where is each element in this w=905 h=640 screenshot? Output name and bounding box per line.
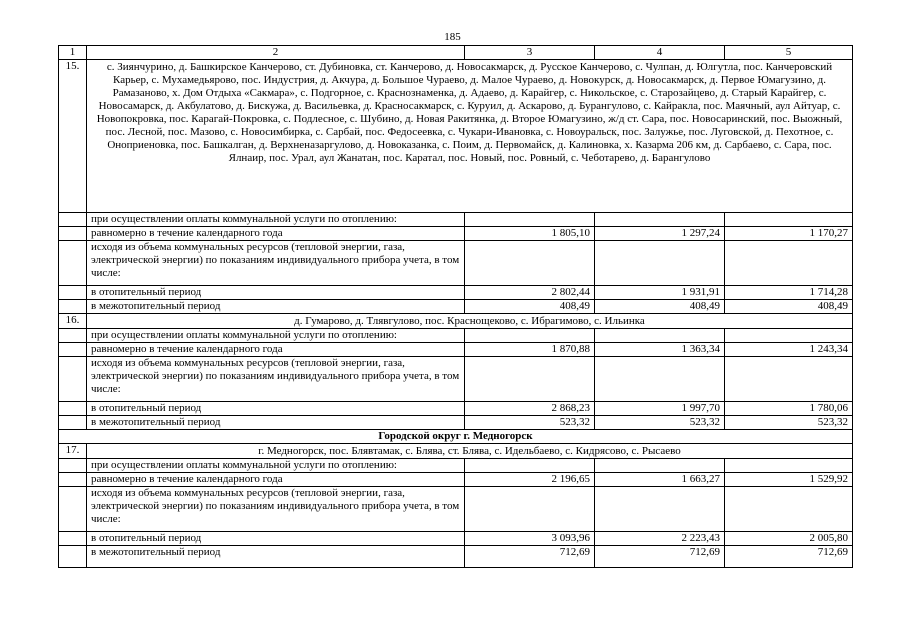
header-col-5: 5 <box>725 46 853 60</box>
row-number: 16. <box>59 314 87 329</box>
table-row <box>59 213 853 227</box>
value-cell: 1 931,91 <box>595 286 725 300</box>
heating-payment-label: при осуществлении оплаты коммунальной услуги по отоплению: <box>87 329 465 343</box>
off-season-label: в межотопительный период <box>87 546 465 568</box>
row-number: 17. <box>59 444 87 459</box>
table-row <box>59 357 853 402</box>
heating-period-label: в отопительный период <box>87 402 465 416</box>
value-cell: 712,69 <box>725 546 853 568</box>
table-row <box>59 459 853 473</box>
heating-period-label: в отопительный период <box>87 532 465 546</box>
heating-payment-label: при осуществлении оплаты коммунальной услуги по отоплению: <box>87 459 465 473</box>
table-row <box>59 487 853 532</box>
table-row <box>59 532 853 546</box>
value-cell: 1 663,27 <box>595 473 725 487</box>
settlements-list: д. Гумарово, д. Тлявгулово, пос. Краснощеково, с. Ибрагимово, с. Ильинка <box>87 314 853 329</box>
table-row <box>59 343 853 357</box>
value-cell: 1 297,24 <box>595 227 725 241</box>
header-col-3: 3 <box>465 46 595 60</box>
table-row <box>59 300 853 314</box>
page-number: 185 <box>444 31 461 43</box>
value-cell: 712,69 <box>465 546 595 568</box>
table-row <box>59 416 853 430</box>
value-cell: 1 170,27 <box>725 227 853 241</box>
heating-period-label: в отопительный период <box>87 286 465 300</box>
settlements-list: с. Зиянчурино, д. Башкирское Канчерово, ст. Дубиновка, ст. Канчерово, д. Новосакмарск, д. Русское Канчерово, с. Чулпан, д. Юлгутла, пос. Канчеровский Карьер, с. Мухамедьярово, пос. Индустрия, д. Акчура, д. Большое Чураево, д. Малое Чураево, д. Новокурск, д. Новосакмарск, д. Первое Юмагузино, д. Рамазаново, х. Дом Отдыха «Сакмара», с. Подгорное, с. Краснознаменка, д. Адаево, д. Карайгер, с. Никольское, с. Старозайцево, д. Старый Карайгер, с. Новосамарск, д. Акбулатово, д. Бискужа, д. Васильевка, д. Красносакмарск, с. Куруил, д. Аскарово, д. Бурангулово, с. Кайракла, пос. Маячный, аул Айтуар, с. Новопокровка, пос. Карагай-Покровка, с. Подлесное, с. Шубино, д. Новая Ракитянка, д. Второе Юмагузино, ж/д ст. Сара, пос. Новосаринский, пос. Выожный, пос. Лесной, пос. Мазово, с. Новосимбирка, с. Сарбай, пос. Федосеевка, с. Чукари-Ивановка, с. Новоуральск, пос. Залужье, пос. Луговской, д. Пехотное, с. Оноприеновка, пос. Башкалган, д. Верхненазаргулово, д. Новоказанка, с. Поим, д. Первомайск, д. Калиновка, х. Казарма 206 км, д. Сарбаево, с. Сара, пос. Ялнаир, пос. Урал, аул Жанатан, пос. Каратал, пос. Новый, пос. Ровный, с. Чеботарево, д. Барангулово <box>87 60 853 213</box>
value-cell: 1 363,34 <box>595 343 725 357</box>
header-col-4: 4 <box>595 46 725 60</box>
by-meter-label: исходя из объема коммунальных ресурсов (тепловой энергии, газа, электрической энергии) по показаниям индивидуального прибора учета, в том числе: <box>87 357 465 402</box>
table-row-17-settlements <box>59 444 853 459</box>
uniform-label: равномерно в течение календарного года <box>87 343 465 357</box>
header-row <box>59 46 853 60</box>
value-cell: 1 805,10 <box>465 227 595 241</box>
table-row <box>59 286 853 300</box>
heating-payment-label: при осуществлении оплаты коммунальной услуги по отоплению: <box>87 213 465 227</box>
table-row <box>59 473 853 487</box>
table-row <box>59 329 853 343</box>
uniform-label: равномерно в течение календарного года <box>87 227 465 241</box>
by-meter-label: исходя из объема коммунальных ресурсов (тепловой энергии, газа, электрической энергии) по показаниям индивидуального прибора учета, в том числе: <box>87 487 465 532</box>
section-title: Городской округ г. Медногорск <box>59 430 853 444</box>
header-col-1: 1 <box>59 46 87 60</box>
value-cell: 523,32 <box>465 416 595 430</box>
value-cell: 2 196,65 <box>465 473 595 487</box>
value-cell: 1 243,34 <box>725 343 853 357</box>
value-cell: 408,49 <box>595 300 725 314</box>
row-number: 15. <box>59 60 87 213</box>
settlements-list: г. Медногорск, пос. Блявтамак, с. Блява, ст. Блява, с. Идельбаево, с. Кидрясово, с. Рысаево <box>87 444 853 459</box>
value-cell: 712,69 <box>595 546 725 568</box>
table-row <box>59 241 853 286</box>
value-cell: 1 780,06 <box>725 402 853 416</box>
value-cell: 2 868,23 <box>465 402 595 416</box>
table-row-16-settlements <box>59 314 853 329</box>
table-row-15-settlements <box>59 60 853 213</box>
by-meter-label: исходя из объема коммунальных ресурсов (тепловой энергии, газа, электрической энергии) по показаниям индивидуального прибора учета, в том числе: <box>87 241 465 286</box>
value-cell: 1 714,28 <box>725 286 853 300</box>
value-cell: 2 005,80 <box>725 532 853 546</box>
table-row <box>59 402 853 416</box>
value-cell: 3 093,96 <box>465 532 595 546</box>
section-row <box>59 430 853 444</box>
value-cell: 2 802,44 <box>465 286 595 300</box>
off-season-label: в межотопительный период <box>87 416 465 430</box>
value-cell: 408,49 <box>725 300 853 314</box>
off-season-label: в межотопительный период <box>87 300 465 314</box>
header-col-2: 2 <box>87 46 465 60</box>
value-cell: 2 223,43 <box>595 532 725 546</box>
value-cell: 1 529,92 <box>725 473 853 487</box>
tariff-table <box>58 45 853 568</box>
table-row <box>59 546 853 568</box>
value-cell: 523,32 <box>595 416 725 430</box>
value-cell: 523,32 <box>725 416 853 430</box>
value-cell: 1 870,88 <box>465 343 595 357</box>
table-row <box>59 227 853 241</box>
uniform-label: равномерно в течение календарного года <box>87 473 465 487</box>
value-cell: 1 997,70 <box>595 402 725 416</box>
value-cell: 408,49 <box>465 300 595 314</box>
